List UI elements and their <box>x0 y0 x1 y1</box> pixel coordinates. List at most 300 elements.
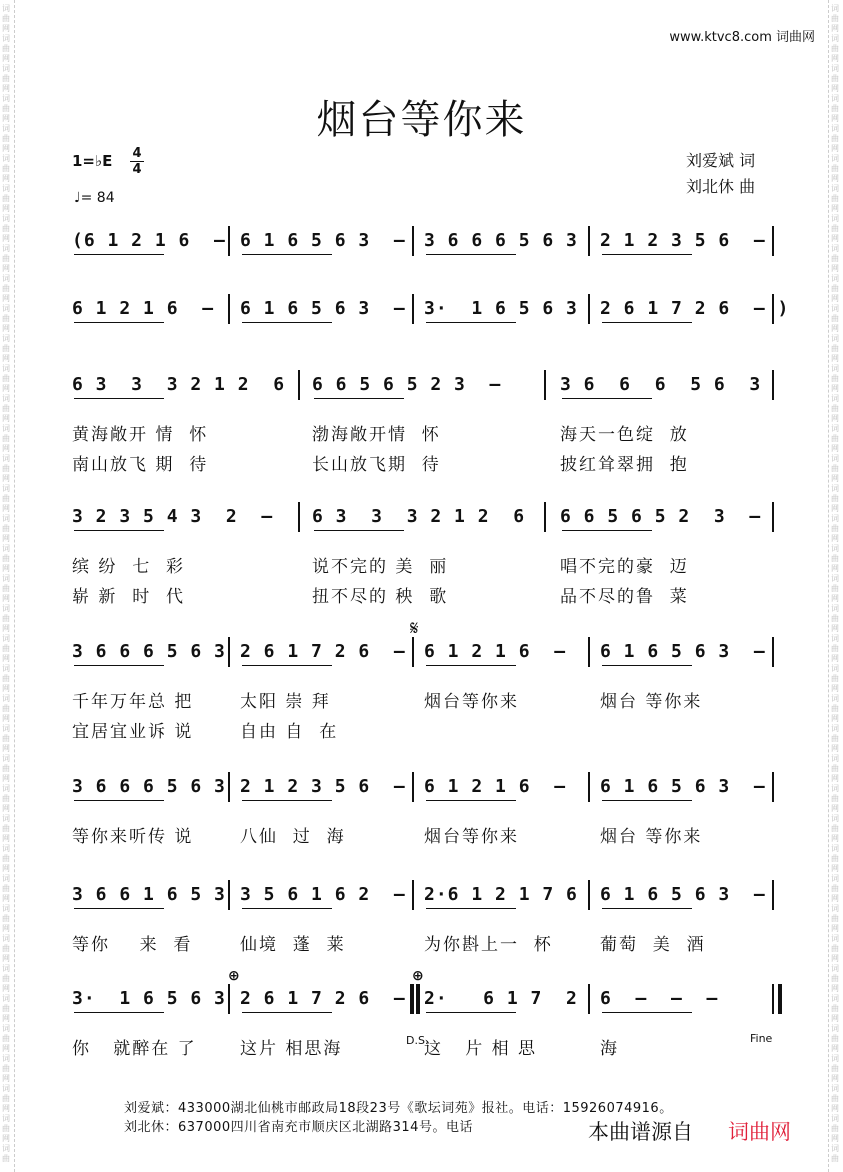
watermark-glyph: 曲 <box>2 104 10 113</box>
watermark-glyph: 词 <box>2 394 10 403</box>
measure-notes: 2· 6 1 7 2 <box>424 988 578 1009</box>
barline <box>228 637 230 667</box>
watermark-glyph: 曲 <box>2 644 10 653</box>
watermark-glyph: 词 <box>2 1114 10 1123</box>
watermark-glyph: 词 <box>2 304 10 313</box>
measure-notes: 2·6 1 2 1 7 6 <box>424 884 578 905</box>
barline <box>412 294 414 324</box>
barline <box>412 984 414 1014</box>
source-label: 本曲谱源自 <box>588 1120 693 1144</box>
barline <box>544 502 546 532</box>
barline <box>228 772 230 802</box>
watermark-glyph: 曲 <box>2 14 10 23</box>
watermark-glyph: 词 <box>831 124 839 133</box>
watermark-glyph: 曲 <box>2 584 10 593</box>
watermark-glyph: 曲 <box>2 194 10 203</box>
watermark-glyph: 网 <box>2 804 10 813</box>
watermark-glyph: 词 <box>831 1114 839 1123</box>
beam-underline <box>242 665 332 666</box>
lyric-verse-2: 自由 自 在 <box>240 722 339 742</box>
watermark-glyph: 曲 <box>2 404 10 413</box>
watermark-glyph: 词 <box>2 4 10 13</box>
watermark-glyph: 网 <box>831 234 839 243</box>
watermark-glyph: 词 <box>2 844 10 853</box>
watermark-glyph: 网 <box>831 414 839 423</box>
beam-underline <box>602 1012 692 1013</box>
beam-underline <box>314 530 404 531</box>
lyric-verse-1: 海 <box>600 1039 619 1059</box>
watermark-glyph: 词 <box>831 544 839 553</box>
barline <box>228 226 230 256</box>
measure-notes: 6 1 2 1 6 – <box>72 298 215 319</box>
watermark-glyph: 网 <box>2 954 10 963</box>
beam-underline <box>426 322 516 323</box>
beam-underline <box>602 665 692 666</box>
watermark-glyph: 曲 <box>2 374 10 383</box>
time-signature <box>130 146 144 177</box>
beam-underline <box>74 322 164 323</box>
tempo-marking: ♩= 84 <box>74 190 115 206</box>
lyric-verse-1: 葡萄 美 酒 <box>600 935 706 955</box>
watermark-glyph: 曲 <box>831 1034 839 1043</box>
watermark-glyph: 曲 <box>2 494 10 503</box>
watermark-glyph: 网 <box>831 204 839 213</box>
watermark-glyph: 曲 <box>831 674 839 683</box>
barline <box>772 502 774 532</box>
watermark-glyph: 网 <box>2 984 10 993</box>
watermark-glyph: 曲 <box>831 764 839 773</box>
watermark-glyph: 曲 <box>831 344 839 353</box>
watermark-glyph: 曲 <box>2 1154 10 1163</box>
coda-mark-1: ⊕ <box>228 968 240 984</box>
watermark-glyph: 网 <box>831 984 839 993</box>
watermark-glyph: 网 <box>2 1014 10 1023</box>
watermark-glyph: 曲 <box>2 254 10 263</box>
measure-notes: 2 6 1 7 2 6 – <box>240 641 406 662</box>
watermark-glyph: 词 <box>2 514 10 523</box>
watermark-glyph: 网 <box>2 714 10 723</box>
footer-composer-address: 刘北休：637000四川省南充市顺庆区北湖路314号。电话 <box>124 1120 473 1135</box>
watermark-glyph: 词 <box>2 1144 10 1153</box>
watermark-glyph: 网 <box>2 24 10 33</box>
watermark-glyph: 曲 <box>2 974 10 983</box>
measure-notes: 3 6 6 6 5 6 3 <box>72 641 226 662</box>
beam-underline <box>314 398 404 399</box>
barline <box>588 984 590 1014</box>
lyric-verse-2: 崭 新 时 代 <box>72 587 186 607</box>
watermark-glyph: 词 <box>831 574 839 583</box>
watermark-glyph: 曲 <box>831 74 839 83</box>
final-barline <box>772 984 774 1014</box>
measure-notes: 3· 1 6 5 6 3 <box>424 298 578 319</box>
watermark-glyph: 曲 <box>831 614 839 623</box>
watermark-glyph: 词 <box>2 244 10 253</box>
measure-notes: 2 6 1 7 2 6 – <box>240 988 406 1009</box>
measure-notes: 6 1 6 5 6 3 – <box>600 641 766 662</box>
watermark-glyph: 词 <box>2 634 10 643</box>
measure-notes: 2 1 2 3 5 6 – <box>240 776 406 797</box>
beam-underline <box>426 1012 516 1013</box>
watermark-glyph: 网 <box>831 954 839 963</box>
watermark-glyph: 词 <box>2 694 10 703</box>
measure-notes: 3 2 3 5 4 3 2 – <box>72 506 274 527</box>
watermark-glyph: 词 <box>2 364 10 373</box>
watermark-glyph: 词 <box>831 64 839 73</box>
lyric-verse-2: 品不尽的鲁 菜 <box>560 587 689 607</box>
watermark-glyph: 网 <box>831 864 839 873</box>
measure-notes: 3 6 6 6 5 6 3 <box>560 374 762 395</box>
watermark-glyph: 网 <box>831 504 839 513</box>
watermark-glyph: 曲 <box>831 494 839 503</box>
watermark-glyph: 曲 <box>831 314 839 323</box>
barline <box>412 772 414 802</box>
barline <box>588 294 590 324</box>
watermark-glyph: 词 <box>2 754 10 763</box>
watermark-glyph: 词 <box>2 64 10 73</box>
watermark-glyph: 曲 <box>831 1124 839 1133</box>
watermark-glyph: 网 <box>831 744 839 753</box>
watermark-glyph: 网 <box>831 54 839 63</box>
watermark-glyph: 曲 <box>2 614 10 623</box>
ds-mark: D.S. <box>406 1034 429 1047</box>
lyric-verse-1: 烟台 等你来 <box>600 827 703 847</box>
watermark-glyph: 网 <box>2 444 10 453</box>
watermark-glyph: 曲 <box>831 914 839 923</box>
watermark-glyph: 网 <box>2 354 10 363</box>
beam-underline <box>426 665 516 666</box>
site-url[interactable]: www.ktvc8.com 词曲网 <box>669 30 815 45</box>
watermark-glyph: 网 <box>2 534 10 543</box>
watermark-glyph: 曲 <box>831 134 839 143</box>
watermark-glyph: 曲 <box>831 884 839 893</box>
watermark-glyph: 网 <box>831 84 839 93</box>
measure-notes: 3 6 6 1 6 5 3 <box>72 884 226 905</box>
beam-underline <box>242 322 332 323</box>
lyric-verse-2: 宜居宜业诉 说 <box>72 722 194 742</box>
watermark-glyph: 网 <box>831 654 839 663</box>
watermark-glyph: 词 <box>831 394 839 403</box>
watermark-glyph: 词 <box>2 454 10 463</box>
watermark-glyph: 网 <box>2 144 10 153</box>
measure-notes: 6 – – – <box>600 988 719 1009</box>
watermark-glyph: 曲 <box>831 434 839 443</box>
measure-notes: 6 1 2 1 6 – <box>424 776 567 797</box>
lyric-verse-1: 你 就醉在 了 <box>72 1039 197 1059</box>
barline <box>412 637 414 667</box>
watermark-glyph: 曲 <box>831 554 839 563</box>
watermark-glyph: 词 <box>831 604 839 613</box>
lyric-verse-1: 仙境 蓬 莱 <box>240 935 346 955</box>
watermark-glyph: 曲 <box>2 314 10 323</box>
watermark-glyph: 词 <box>2 184 10 193</box>
watermark-glyph: 曲 <box>2 524 10 533</box>
watermark-glyph: 曲 <box>2 854 10 863</box>
watermark-glyph: 网 <box>2 474 10 483</box>
watermark-glyph: 词 <box>831 994 839 1003</box>
barline <box>588 226 590 256</box>
watermark-glyph: 词 <box>831 784 839 793</box>
watermark-glyph: 词 <box>2 874 10 883</box>
watermark-glyph: 曲 <box>831 974 839 983</box>
watermark-glyph: 词 <box>2 1054 10 1063</box>
barline <box>228 880 230 910</box>
lyric-verse-1: 缤 纷 七 彩 <box>72 557 186 577</box>
watermark-glyph: 词 <box>831 814 839 823</box>
beam-underline <box>562 530 652 531</box>
watermark-glyph: 词 <box>831 454 839 463</box>
watermark-glyph: 网 <box>2 744 10 753</box>
watermark-glyph: 词 <box>831 484 839 493</box>
watermark-glyph: 网 <box>2 594 10 603</box>
lyric-verse-1: 这 片 相 思 <box>424 1039 538 1059</box>
segno-mark: 𝄋 <box>410 616 419 640</box>
coda-mark-2: ⊕ <box>412 968 424 984</box>
footer-lyricist-address: 刘爱斌：433000湖北仙桃市邮政局18段23号《歌坛词苑》报社。电话：15926074916。 <box>124 1101 673 1116</box>
watermark-glyph: 网 <box>831 534 839 543</box>
watermark-glyph: 网 <box>831 774 839 783</box>
watermark-glyph: 曲 <box>2 224 10 233</box>
watermark-glyph: 词 <box>2 904 10 913</box>
watermark-glyph: 网 <box>831 444 839 453</box>
watermark-glyph: 网 <box>831 594 839 603</box>
beam-underline <box>74 800 164 801</box>
watermark-glyph: 网 <box>831 324 839 333</box>
watermark-glyph: 曲 <box>2 464 10 473</box>
watermark-glyph: 网 <box>2 114 10 123</box>
measure-notes: 6 1 6 5 6 3 – <box>600 776 766 797</box>
watermark-glyph: 词 <box>831 274 839 283</box>
watermark-glyph: 曲 <box>2 74 10 83</box>
time-sig-bottom: 4 <box>132 162 142 177</box>
beam-underline <box>74 530 164 531</box>
fine-mark: Fine <box>750 1032 773 1045</box>
watermark-glyph: 曲 <box>2 1034 10 1043</box>
watermark-glyph: 词 <box>2 994 10 1003</box>
watermark-glyph: 词 <box>2 1084 10 1093</box>
watermark-glyph: 词 <box>2 814 10 823</box>
watermark-glyph: 网 <box>2 324 10 333</box>
watermark-glyph: 网 <box>831 924 839 933</box>
watermark-glyph: 网 <box>831 834 839 843</box>
barline <box>588 637 590 667</box>
watermark-glyph: 曲 <box>831 1154 839 1163</box>
right-watermark-strip <box>828 0 843 1172</box>
barline <box>588 772 590 802</box>
watermark-glyph: 曲 <box>2 44 10 53</box>
watermark-glyph: 网 <box>831 144 839 153</box>
watermark-glyph: 词 <box>2 484 10 493</box>
watermark-glyph: 词 <box>2 934 10 943</box>
measure-notes: 3· 1 6 5 6 3 <box>72 988 226 1009</box>
watermark-glyph: 词 <box>831 1054 839 1063</box>
barline <box>298 370 300 400</box>
beam-underline <box>74 254 164 255</box>
beam-underline <box>602 908 692 909</box>
watermark-glyph: 曲 <box>2 794 10 803</box>
watermark-glyph: 网 <box>831 1074 839 1083</box>
barline <box>412 880 414 910</box>
watermark-glyph: 曲 <box>831 1004 839 1013</box>
beam-underline <box>242 800 332 801</box>
watermark-glyph: 曲 <box>831 224 839 233</box>
watermark-glyph: 网 <box>2 54 10 63</box>
watermark-glyph: 词 <box>2 544 10 553</box>
watermark-glyph: 网 <box>2 1104 10 1113</box>
watermark-glyph: 词 <box>2 574 10 583</box>
barline <box>772 772 774 802</box>
watermark-glyph: 网 <box>2 834 10 843</box>
measure-notes: 6 6 5 6 5 2 3 – <box>560 506 762 527</box>
measure-notes: 3 6 6 6 5 6 3 <box>424 230 578 251</box>
measure-notes: 6 1 2 1 6 – <box>424 641 567 662</box>
watermark-glyph: 曲 <box>831 404 839 413</box>
watermark-glyph: 网 <box>831 1104 839 1113</box>
watermark-glyph: 词 <box>831 904 839 913</box>
watermark-glyph: 曲 <box>831 584 839 593</box>
lyric-verse-1: 唱不完的豪 迈 <box>560 557 689 577</box>
watermark-glyph: 词 <box>831 94 839 103</box>
watermark-glyph: 词 <box>831 1024 839 1033</box>
watermark-glyph: 词 <box>2 724 10 733</box>
watermark-glyph: 网 <box>831 624 839 633</box>
watermark-glyph: 词 <box>831 184 839 193</box>
lyric-verse-1: 烟台等你来 <box>424 827 519 847</box>
watermark-glyph: 曲 <box>831 524 839 533</box>
beam-underline <box>242 1012 332 1013</box>
watermark-glyph: 曲 <box>2 1004 10 1013</box>
watermark-glyph: 曲 <box>2 134 10 143</box>
barline <box>772 370 774 400</box>
watermark-glyph: 词 <box>2 784 10 793</box>
lyric-verse-1: 这片 相思海 <box>240 1039 343 1059</box>
watermark-glyph: 网 <box>2 684 10 693</box>
lyric-verse-2: 披红耸翠拥 抱 <box>560 455 689 475</box>
watermark-glyph: 曲 <box>831 824 839 833</box>
watermark-glyph: 网 <box>2 414 10 423</box>
measure-notes: 6 3 3 3 2 1 2 6 <box>312 506 526 527</box>
watermark-glyph: 曲 <box>831 254 839 263</box>
watermark-glyph: 曲 <box>2 344 10 353</box>
watermark-glyph: 曲 <box>2 554 10 563</box>
watermark-glyph: 词 <box>831 244 839 253</box>
beam-underline <box>602 800 692 801</box>
beam-underline <box>602 322 692 323</box>
watermark-glyph: 网 <box>831 174 839 183</box>
watermark-glyph: 词 <box>831 844 839 853</box>
watermark-glyph: 词 <box>831 664 839 673</box>
beam-underline <box>426 254 516 255</box>
lyric-verse-2: 南山放飞 期 待 <box>72 455 209 475</box>
watermark-glyph: 网 <box>2 774 10 783</box>
watermark-glyph: 词 <box>2 154 10 163</box>
measure-notes: 6 1 6 5 6 3 – <box>240 298 406 319</box>
barline <box>544 370 546 400</box>
lyric-verse-1: 海天一色绽 放 <box>560 425 689 445</box>
watermark-glyph: 曲 <box>2 1124 10 1133</box>
watermark-glyph: 网 <box>2 84 10 93</box>
watermark-glyph: 词 <box>831 364 839 373</box>
key-signature: 1=♭E <box>72 152 113 170</box>
watermark-glyph: 网 <box>831 564 839 573</box>
lyric-verse-1: 八仙 过 海 <box>240 827 346 847</box>
beam-underline <box>426 800 516 801</box>
watermark-glyph: 曲 <box>2 434 10 443</box>
lyric-verse-1: 为你斟上一 杯 <box>424 935 553 955</box>
watermark-glyph: 网 <box>831 474 839 483</box>
watermark-glyph: 曲 <box>2 764 10 773</box>
beam-underline <box>562 398 652 399</box>
lyric-verse-1: 千年万年总 把 <box>72 692 194 712</box>
watermark-glyph: 曲 <box>831 104 839 113</box>
barline <box>228 984 230 1014</box>
watermark-glyph: 网 <box>831 384 839 393</box>
lyric-verse-1: 太阳 崇 拜 <box>240 692 331 712</box>
watermark-glyph: 词 <box>831 634 839 643</box>
beam-underline <box>74 398 164 399</box>
composer-credit: 刘北休 曲 <box>686 177 756 196</box>
watermark-glyph: 曲 <box>831 44 839 53</box>
watermark-glyph: 词 <box>831 1084 839 1093</box>
watermark-glyph: 网 <box>2 894 10 903</box>
beam-underline <box>74 1012 164 1013</box>
barline <box>298 502 300 532</box>
watermark-glyph: 网 <box>2 204 10 213</box>
lyric-verse-1: 烟台等你来 <box>424 692 519 712</box>
watermark-glyph: 网 <box>831 894 839 903</box>
watermark-glyph: 词 <box>831 1144 839 1153</box>
barline <box>772 226 774 256</box>
watermark-glyph: 词 <box>831 34 839 43</box>
watermark-glyph: 网 <box>831 1044 839 1053</box>
watermark-glyph: 网 <box>831 354 839 363</box>
lyric-verse-1: 烟台 等你来 <box>600 692 703 712</box>
watermark-glyph: 网 <box>2 654 10 663</box>
watermark-glyph: 曲 <box>831 644 839 653</box>
watermark-glyph: 网 <box>2 564 10 573</box>
source-site-link[interactable]: 词曲网 <box>728 1120 791 1144</box>
watermark-glyph: 曲 <box>2 734 10 743</box>
left-watermark-strip <box>0 0 15 1172</box>
watermark-glyph: 网 <box>2 624 10 633</box>
watermark-glyph: 曲 <box>2 704 10 713</box>
watermark-glyph: 曲 <box>831 374 839 383</box>
watermark-glyph: 网 <box>831 24 839 33</box>
watermark-glyph: 曲 <box>831 164 839 173</box>
watermark-glyph: 网 <box>2 264 10 273</box>
beam-underline <box>602 254 692 255</box>
lyric-verse-1: 渤海敞开情 怀 <box>312 425 441 445</box>
watermark-glyph: 曲 <box>831 194 839 203</box>
measure-notes: 2 1 2 3 5 6 – <box>600 230 766 251</box>
watermark-glyph: 词 <box>831 934 839 943</box>
watermark-glyph: 曲 <box>2 914 10 923</box>
barline <box>772 637 774 667</box>
watermark-glyph: 网 <box>831 264 839 273</box>
watermark-glyph: 曲 <box>831 1064 839 1073</box>
watermark-glyph: 词 <box>831 334 839 343</box>
watermark-glyph: 词 <box>2 604 10 613</box>
measure-notes: 6 6 5 6 5 2 3 – <box>312 374 502 395</box>
barline <box>772 880 774 910</box>
beam-underline <box>426 908 516 909</box>
watermark-glyph: 词 <box>831 154 839 163</box>
measure-notes: 6 1 6 5 6 3 – <box>600 884 766 905</box>
song-title: 烟台等你来 <box>316 97 527 143</box>
measure-notes: (6 1 2 1 6 – <box>72 230 226 251</box>
beam-underline <box>242 908 332 909</box>
watermark-glyph: 曲 <box>2 164 10 173</box>
watermark-glyph: 网 <box>831 1014 839 1023</box>
